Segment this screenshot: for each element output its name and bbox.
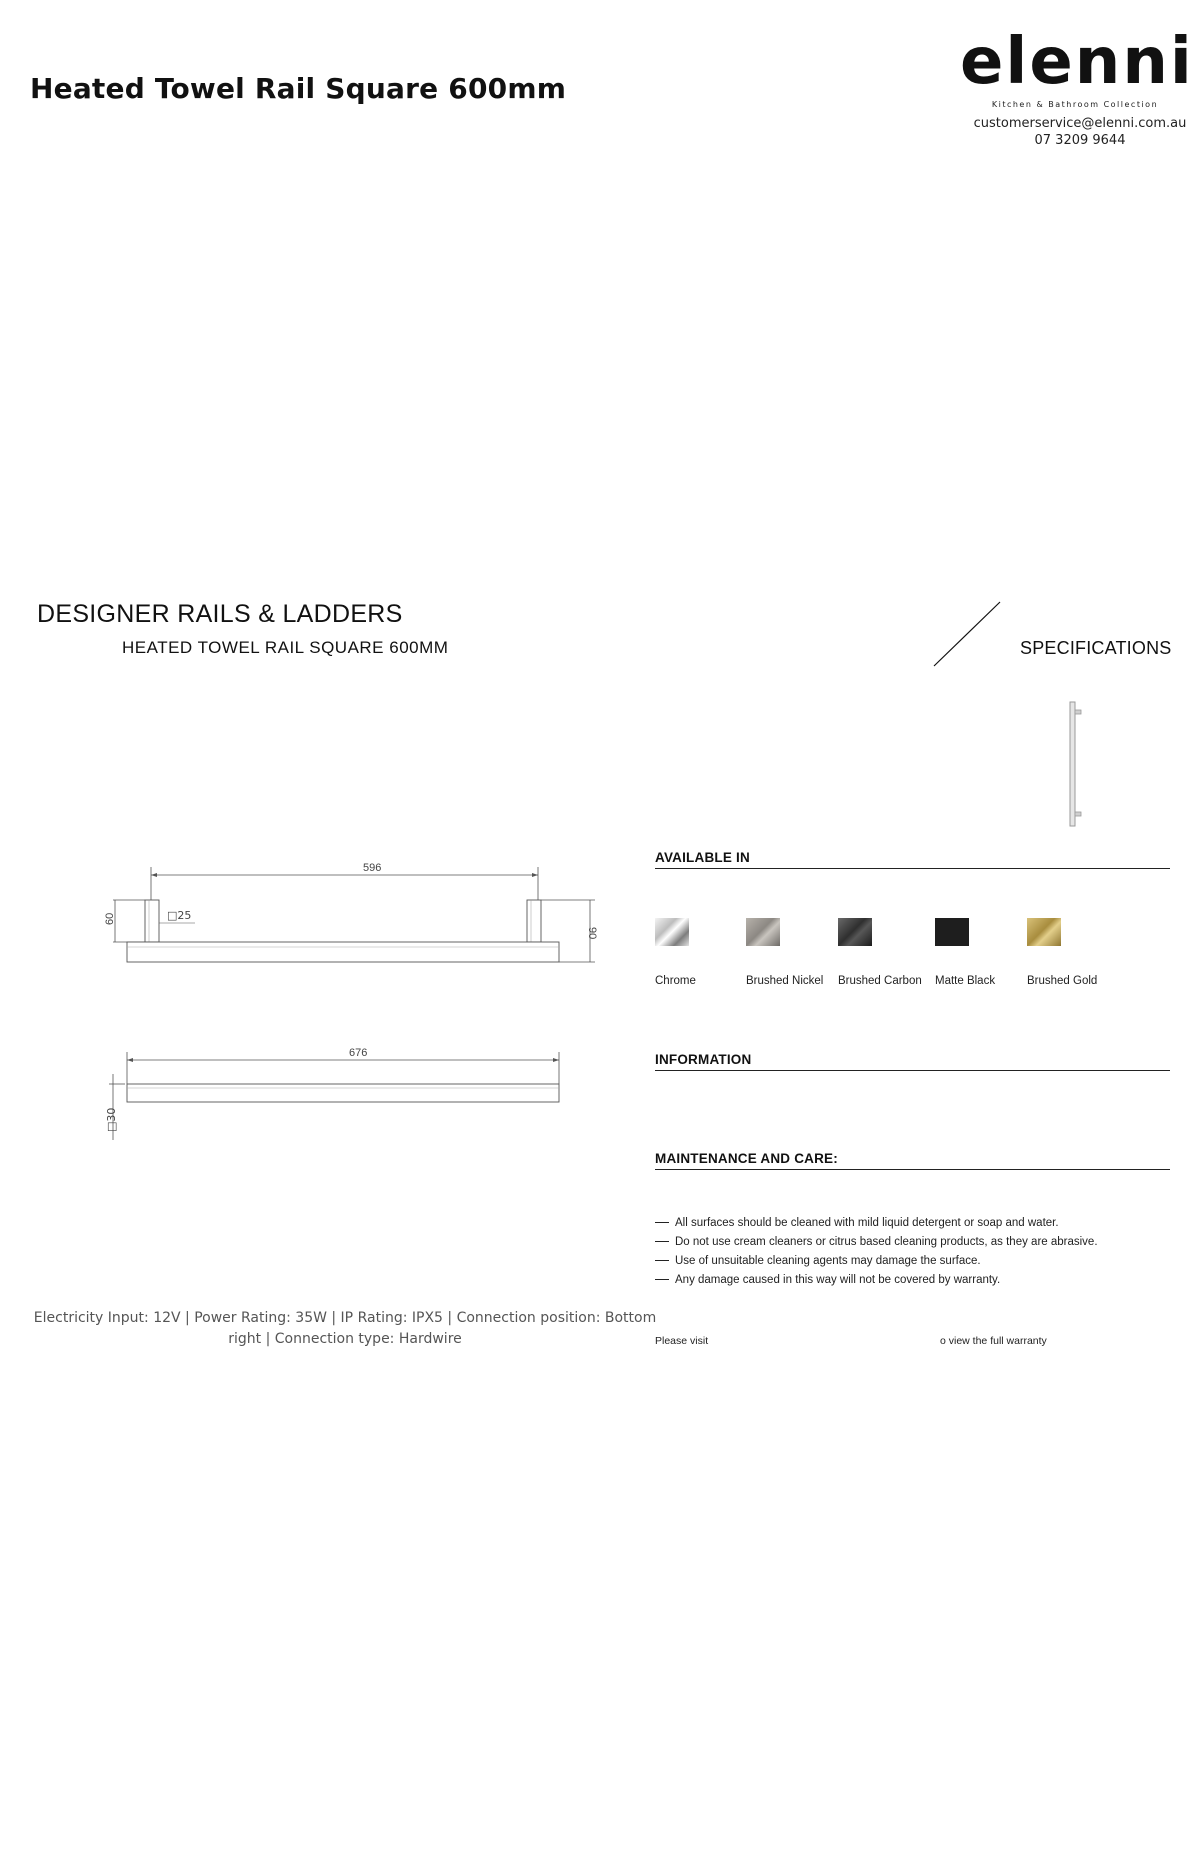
care-item <box>655 1271 1175 1290</box>
swatch-chrome[interactable] <box>655 918 689 946</box>
category-title: DESIGNER RAILS & LADDERS <box>37 600 403 628</box>
finish-label: Brushed Carbon <box>838 975 922 987</box>
dash-bullet <box>655 1241 669 1242</box>
dash-bullet <box>655 1222 669 1223</box>
care-item-text: All surfaces should be cleaned with mild liquid detergent or soap and water. <box>675 1217 1059 1229</box>
contact-phone[interactable]: 07 3209 9644 <box>1034 133 1126 148</box>
information-rule <box>655 1070 1170 1071</box>
contact-email[interactable]: customerservice@elenni.com.au <box>973 116 1187 131</box>
maintenance-heading: MAINTENANCE AND CARE: <box>655 1151 838 1166</box>
warranty-note-right: o view the full warranty <box>940 1335 1047 1347</box>
logo-tagline: Kitchen & Bathroom Collection <box>991 100 1159 109</box>
care-item-text: Do not use cream cleaners or citrus based cleaning products, as they are abrasive. <box>675 1236 1098 1248</box>
maintenance-rule <box>655 1169 1170 1170</box>
finish-label: Chrome <box>655 975 696 987</box>
care-item-text: Any damage caused in this way will not be covered by warranty. <box>675 1274 1001 1286</box>
care-item <box>655 1252 1175 1271</box>
page-title: Heated Towel Rail Square 600mm <box>30 72 567 105</box>
information-heading: INFORMATION <box>655 1052 752 1067</box>
dim-676: 676 <box>349 1047 368 1059</box>
divider-diagonal <box>930 600 1002 668</box>
swatch-matte-black[interactable] <box>935 918 969 946</box>
care-item <box>655 1214 1175 1233</box>
dim-bar-25: □25 <box>167 909 192 922</box>
finish-label: Brushed Gold <box>1027 975 1098 987</box>
swatch-brushed-nickel[interactable] <box>746 918 780 946</box>
product-thumbnail <box>1060 700 1090 830</box>
swatch-brushed-carbon[interactable] <box>838 918 872 946</box>
available-heading: AVAILABLE IN <box>655 850 750 865</box>
brand-logo <box>960 25 1194 109</box>
dash-bullet <box>655 1279 669 1280</box>
product-subtitle: HEATED TOWEL RAIL SQUARE 600MM <box>122 638 449 657</box>
logo-wordmark: elenni <box>960 25 1194 99</box>
care-item-text: Use of unsuitable cleaning agents may damage the surface. <box>675 1255 981 1267</box>
front-view-drawing <box>95 855 615 975</box>
care-item <box>655 1233 1175 1252</box>
finish-label: Matte Black <box>935 975 996 987</box>
specifications-heading: SPECIFICATIONS <box>1020 638 1172 658</box>
dim-section-30: □30 <box>105 1107 118 1132</box>
warranty-note-left: Please visit <box>655 1335 709 1347</box>
dim-90: 90 <box>586 927 598 940</box>
swatch-brushed-gold[interactable] <box>1027 918 1061 946</box>
contact-block <box>960 115 1200 149</box>
finish-label: Brushed Nickel <box>746 975 824 987</box>
top-view-drawing <box>95 1040 615 1150</box>
care-list <box>655 1214 1175 1290</box>
dim-60: 60 <box>104 912 116 925</box>
dash-bullet <box>655 1260 669 1261</box>
dim-596: 596 <box>363 862 382 874</box>
electrical-specs: Electricity Input: 12V | Power Rating: 35W | IP Rating: IPX5 | Connection position: Bottom right | Connection type: Hardwire <box>33 1310 657 1347</box>
available-rule <box>655 868 1170 869</box>
